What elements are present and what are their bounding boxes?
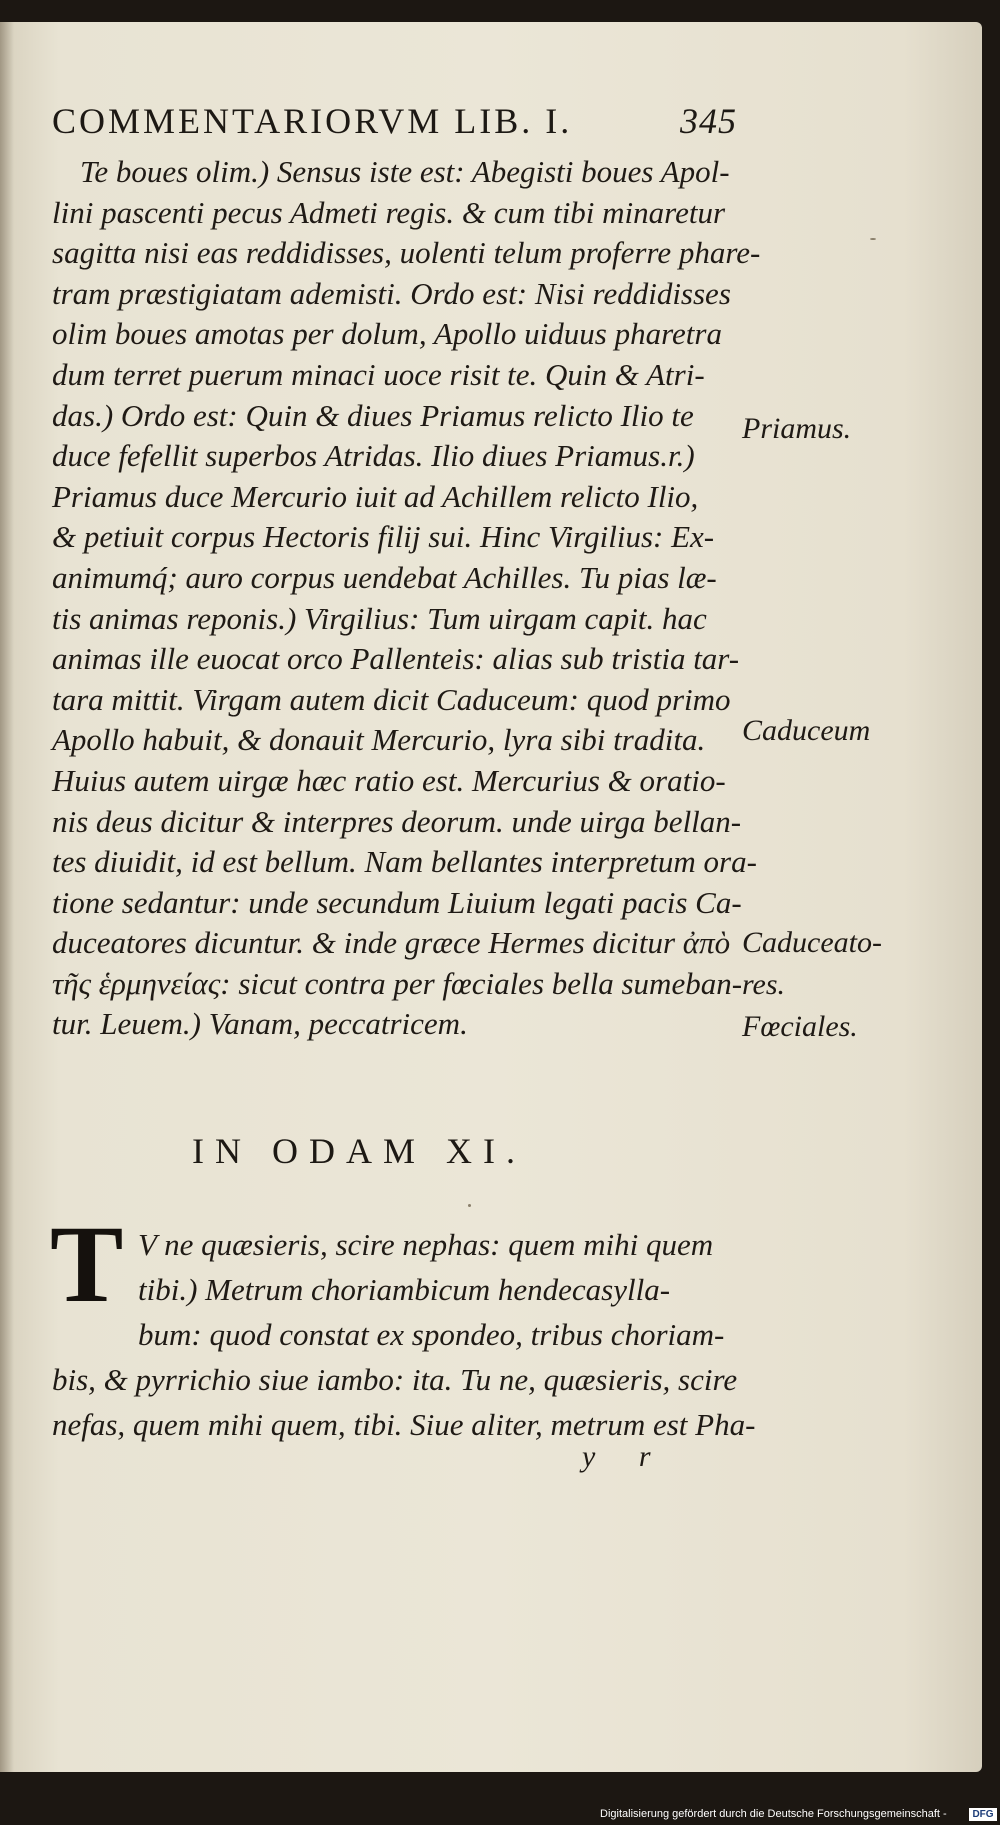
text-line: duceatores dicuntur. & inde græce Hermes dicitur ἀπὸ — [52, 925, 731, 961]
commentary-text — [52, 152, 761, 1045]
margin-note-faciales: Fœciales. — [742, 1010, 858, 1043]
page-gutter-shadow — [0, 22, 14, 1772]
dfg-logo: DFG — [969, 1808, 997, 1821]
text-line: tibi.) Metrum choriambicum hendecasylla- — [138, 1272, 671, 1307]
text-line: olim boues amotas per dolum, Apollo uiduus pharetra — [52, 316, 722, 352]
text-line: sagitta nisi eas reddidisses, uolenti telum proferre phare- — [52, 235, 761, 271]
text-line: lini pascenti pecus Admeti regis. & cum tibi minaretur — [52, 194, 726, 230]
text-line: duce fefellit superbos Atridas. Ilio diues Priamus.r.) — [52, 438, 695, 474]
running-title: COMMENTARIORVM LIB. I. — [52, 101, 573, 141]
text-line: animas ille euocat orco Pallenteis: alias sub tristia tar- — [52, 641, 740, 677]
text-line: tione sedantur: unde secundum Liuium legati pacis Ca- — [52, 884, 742, 920]
text-line: tara mittit. Virgam autem dicit Caduceum: quod primo — [52, 681, 731, 717]
text-line: tur. Leuem.) Vanam, peccatricem. — [52, 1006, 468, 1042]
catchword: y r — [582, 1440, 669, 1473]
text-line: V ne quæsieris, scire nephas: quem mihi quem — [138, 1227, 714, 1262]
text-line: tis animas reponis.) Virgilius: Tum uirgam capit. hac — [52, 600, 707, 636]
text-line: τῆς ἑρμηνείας: sicut contra per fœciales bella sumeban- — [52, 965, 743, 1001]
text-line: Huius autem uirgæ hæc ratio est. Mercurius & oratio- — [52, 762, 726, 798]
text-line: & petiuit corpus Hectoris filij sui. Hinc Virgilius: Ex- — [52, 519, 715, 555]
text-line: Te boues olim.) Sensus iste est: Abegisti boues Apol- — [80, 154, 730, 189]
text-line: Priamus duce Mercurio iuit ad Achillem relicto Ilio, — [52, 478, 699, 514]
drop-cap: T — [50, 1203, 124, 1325]
text-line: bis, & pyrrichio siue iambo: ita. Tu ne, quæsieris, scire — [52, 1362, 738, 1397]
section-heading: IN ODAM XI. — [192, 1131, 526, 1171]
text-line: animumq́; auro corpus uendebat Achilles. Tu pias læ- — [52, 559, 717, 595]
text-line: das.) Ordo est: Quin & diues Priamus relicto Ilio te — [52, 397, 694, 433]
margin-note-caduceatores-cont: res. — [742, 968, 786, 1001]
margin-note-priamus: Priamus. — [742, 412, 852, 445]
margin-note-caduceatores: Caduceato- — [742, 926, 882, 959]
text-line: nefas, quem mihi quem, tibi. Siue aliter, metrum est Pha- — [52, 1407, 756, 1442]
text-line: nis deus dicitur & interpres deorum. unde uirga bellan- — [52, 803, 742, 839]
page-number: 345 — [680, 101, 737, 141]
digitization-credit: Digitalisierung gefördert durch die Deutsche Forschungsgemeinschaft - — [600, 1808, 947, 1820]
running-header — [52, 100, 752, 142]
text-line: Apollo habuit, & donauit Mercurio, lyra sibi tradita. — [52, 722, 706, 758]
ode-commentary-text — [52, 1222, 756, 1447]
text-line: tram præstigiatam ademisti. Ordo est: Nisi reddidisses — [52, 275, 731, 311]
paper-speck — [468, 1204, 471, 1207]
text-line: tes diuidit, id est bellum. Nam bellantes interpretum ora- — [52, 844, 757, 880]
text-line: bum: quod constat ex spondeo, tribus choriam- — [138, 1317, 725, 1352]
paper-speck — [870, 238, 876, 240]
margin-note-caduceum: Caduceum — [742, 714, 871, 747]
text-line: dum terret puerum minaci uoce risit te. Quin & Atri- — [52, 356, 705, 392]
